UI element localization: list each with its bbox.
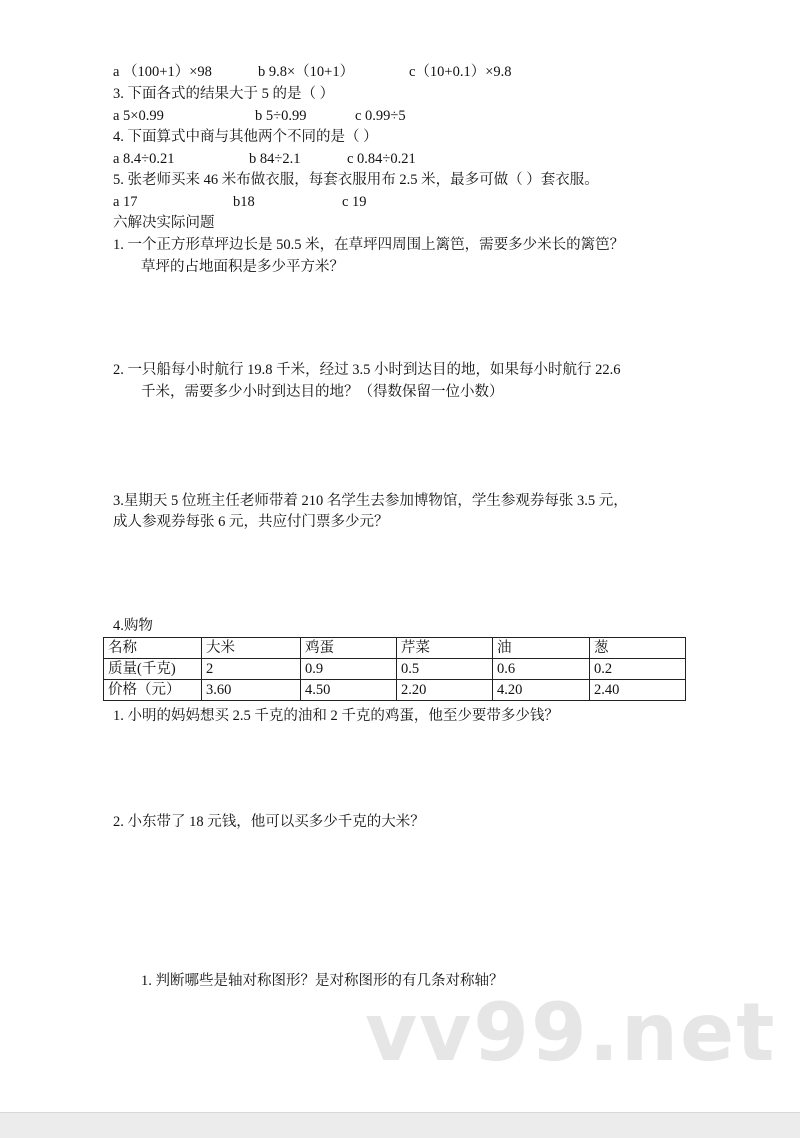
question-3: 3. 下面各式的结果大于 5 的是（ ） <box>113 86 335 102</box>
table-row <box>104 680 686 701</box>
table-cell: 0.5 <box>397 659 493 680</box>
shopping-table <box>103 637 686 701</box>
table-cell: 名称 <box>104 638 202 659</box>
table-cell: 价格（元） <box>104 680 202 701</box>
table-cell: 大米 <box>202 638 301 659</box>
option-a: a 8.4÷0.21 <box>113 151 175 167</box>
option-c: c（10+0.1）×9.8 <box>409 64 512 80</box>
table-header-row <box>104 638 686 659</box>
table-row <box>104 659 686 680</box>
problem-4-title: 4.购物 <box>113 618 153 634</box>
option-c: c 0.84÷0.21 <box>347 151 416 167</box>
shopping-question-1: 1. 小明的妈妈想买 2.5 千克的油和 2 千克的鸡蛋，他至少要带多少钱？ <box>113 708 559 724</box>
table-cell: 2.40 <box>590 680 686 701</box>
problem-1-line-1: 1. 一个正方形草坪边长是 50.5 米，在草坪四周围上篱笆，需要多少米长的篱笆？ <box>113 237 625 253</box>
section-heading: 六解决实际问题 <box>113 215 215 231</box>
table-cell: 0.6 <box>493 659 590 680</box>
option-b: b18 <box>233 194 255 210</box>
table-cell: 4.20 <box>493 680 590 701</box>
option-a: a 17 <box>113 194 138 210</box>
option-a: a （100+1）×98 <box>113 64 212 80</box>
question-4: 4. 下面算式中商与其他两个不同的是（ ） <box>113 129 378 145</box>
page-bottom-edge <box>0 1112 800 1138</box>
problem-1-line-2: 草坪的占地面积是多少平方米？ <box>141 259 344 275</box>
option-b: b 5÷0.99 <box>255 108 307 124</box>
table-cell: 2.20 <box>397 680 493 701</box>
table-cell: 葱 <box>590 638 686 659</box>
option-a: a 5×0.99 <box>113 108 164 124</box>
problem-2-line-2: 千米，需要多少小时到达目的地？（得数保留一位小数） <box>141 384 504 400</box>
option-b: b 9.8×（10+1） <box>258 64 355 80</box>
table-cell: 芹菜 <box>397 638 493 659</box>
problem-3-line-2: 成人参观券每张 6 元，共应付门票多少元？ <box>113 514 389 530</box>
table-cell: 2 <box>202 659 301 680</box>
option-b: b 84÷2.1 <box>249 151 301 167</box>
table-cell: 4.50 <box>301 680 397 701</box>
table-cell: 0.9 <box>301 659 397 680</box>
problem-3-line-1: 3.星期天 5 位班主任老师带着 210 名学生去参加博物馆，学生参观券每张 3.5 元， <box>113 493 628 509</box>
option-c: c 0.99÷5 <box>355 108 406 124</box>
table-cell: 质量(千克) <box>104 659 202 680</box>
symmetry-question: 1. 判断哪些是轴对称图形？是对称图形的有几条对称轴？ <box>141 973 504 989</box>
question-5: 5. 张老师买来 46 米布做衣服，每套衣服用布 2.5 米，最多可做（ ）套衣服。 <box>113 172 599 188</box>
option-c: c 19 <box>342 194 367 210</box>
problem-2-line-1: 2. 一只船每小时航行 19.8 千米，经过 3.5 小时到达目的地，如果每小时航行 22.6 <box>113 362 621 378</box>
table-cell: 鸡蛋 <box>301 638 397 659</box>
table-cell: 油 <box>493 638 590 659</box>
table-cell: 0.2 <box>590 659 686 680</box>
watermark: vv99.net <box>365 986 777 1079</box>
shopping-question-2: 2. 小东带了 18 元钱，他可以买多少千克的大米？ <box>113 814 425 830</box>
table-cell: 3.60 <box>202 680 301 701</box>
